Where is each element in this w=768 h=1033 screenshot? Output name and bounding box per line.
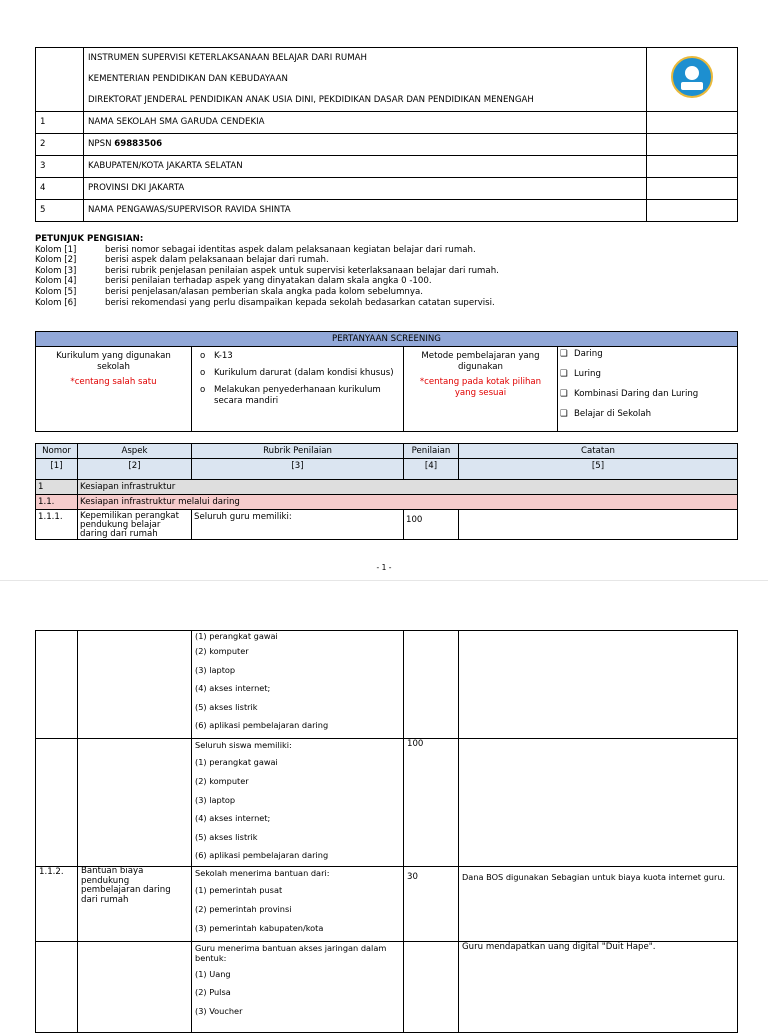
tut-wuri-handayani-logo-icon	[671, 56, 713, 98]
table-row: 1.1.2. Bantuan biaya pendukung pembelajaran daring dari rumah Sekolah menerima bantuan dari: (1) pemerintah pusat (2) pemerintah provinsi (3) pemerintah kabupaten/kota 30 Dana BOS digunakan Sebagian untuk biaya kuota internet guru.	[36, 867, 738, 941]
kurikulum-note: *centang salah satu	[70, 377, 157, 387]
assessment-table-continued	[35, 630, 738, 1033]
checkbox-icon: ❑	[560, 349, 568, 359]
bullet-icon: o	[200, 351, 206, 361]
table-header-number-row: [1] [2] [3] [4] [5]	[36, 459, 738, 480]
header-row-city	[36, 156, 738, 178]
kurikulum-label: Kurikulum yang digunakan sekolah	[56, 351, 171, 372]
subsection-row: 1.1. Kesiapan infrastruktur melalui daring	[36, 495, 738, 510]
province-name: PROVINSI DKI JAKARTA	[84, 178, 647, 200]
metode-checkbox-luring[interactable]: ❑ Luring	[560, 369, 601, 379]
siswa-items: Seluruh siswa memiliki: (1) perangkat gawai (2) komputer (3) laptop (4) akses internet; (5) akses listrik (6) aplikasi pembelajaran daring	[192, 739, 404, 867]
metode-label: Metode pembelajaran yang digunakan	[421, 351, 540, 372]
table-row: 1.1.1. Kepemilikan perangkat pendukung belajar daring dari rumah Seluruh guru memiliki: 100	[36, 510, 738, 540]
bullet-icon: o	[200, 368, 206, 378]
instruction-line: Kolom [5] berisi penjelasan/alasan pemberian skala angka pada kolom sebelumnya.	[35, 286, 423, 297]
document-page-2	[0, 580, 768, 1024]
metode-checkbox-daring[interactable]: ❑ Daring	[560, 349, 603, 359]
checkbox-icon: ❑	[560, 409, 568, 419]
instruction-line: Kolom [3] berisi rubrik penjelasan penilaian aspek untuk supervisi keterlaksanaan belajar dari rumah.	[35, 265, 499, 276]
akses-items: Guru menerima bantuan akses jaringan dalam bentuk: (1) Uang (2) Pulsa (3) Voucher	[192, 941, 404, 1032]
screening-title: PERTANYAAN SCREENING	[36, 332, 738, 347]
guru-items: (1) perangkat gawai (2) komputer (3) laptop (4) akses internet; (5) akses listrik (6) aplikasi pembelajaran daring	[192, 631, 404, 739]
kurikulum-options	[192, 347, 404, 432]
assessment-table	[35, 443, 738, 540]
header-row-province	[36, 178, 738, 200]
checkbox-icon: ❑	[560, 369, 568, 379]
bantuan-items: Sekolah menerima bantuan dari: (1) pemerintah pusat (2) pemerintah provinsi (3) pemerintah kabupaten/kota	[192, 867, 404, 941]
instruction-line: Kolom [4] berisi penilaian terhadap aspek yang dinyatakan dalam skala angka 0 -100.	[35, 276, 432, 287]
kurikulum-option[interactable]: o K-13	[200, 351, 233, 361]
metode-checkbox-kombinasi[interactable]: ❑ Kombinasi Daring dan Luring	[560, 389, 699, 399]
metode-note: *centang pada kotak pilihan yang sesuai	[419, 377, 542, 398]
instruction-line: Kolom [2] berisi aspek dalam pelaksanaan belajar dari rumah.	[35, 255, 329, 266]
page-divider	[0, 580, 768, 581]
row-number: 3	[36, 156, 84, 178]
npsn-value: 69883506	[114, 139, 163, 149]
school-name: NAMA SEKOLAH SMA GARUDA CENDEKIA	[84, 112, 647, 134]
instruction-line: Kolom [1] berisi nomor sebagai identitas aspek dalam pelaksanaan kegiatan belajar dari rumah.	[35, 244, 476, 255]
row-number: 4	[36, 178, 84, 200]
row-number: 5	[36, 200, 84, 222]
kurikulum-option[interactable]: o Melakukan penyederhanaan kurikulum secara mandiri	[200, 385, 381, 406]
row-number: 1	[36, 112, 84, 134]
instructions	[35, 234, 737, 308]
screening-table	[35, 331, 738, 432]
header-row-supervisor	[36, 200, 738, 222]
metode-options	[558, 347, 738, 432]
page-number: - 1 -	[376, 563, 392, 572]
header-row-npsn	[36, 134, 738, 156]
table-row: Seluruh siswa memiliki: (1) perangkat gawai (2) komputer (3) laptop (4) akses internet; (5) akses listrik (6) aplikasi pembelajaran daring 100	[36, 739, 738, 867]
instructions-title: PETUNJUK PENGISIAN:	[35, 234, 144, 244]
city-name: KABUPATEN/KOTA JAKARTA SELATAN	[84, 156, 647, 178]
header-title-block	[84, 48, 647, 112]
npsn-label: NPSN	[88, 139, 115, 149]
supervisor-name: NAMA PENGAWAS/SUPERVISOR RAVIDA SHINTA	[84, 200, 647, 222]
table-header-row: Nomor Aspek Rubrik Penilaian Penilaian Catatan	[36, 444, 738, 459]
metode-checkbox-sekolah[interactable]: ❑ Belajar di Sekolah	[560, 409, 652, 419]
header-title-line: INSTRUMEN SUPERVISI KETERLAKSANAAN BELAJAR DARI RUMAH	[88, 53, 367, 63]
table-row: Guru menerima bantuan akses jaringan dalam bentuk: (1) Uang (2) Pulsa (3) Voucher Guru mendapatkan uang digital "Duit Hape".	[36, 941, 738, 1032]
table-row	[36, 631, 738, 739]
row-number: 2	[36, 134, 84, 156]
header-directorate-line: DIREKTORAT JENDERAL PENDIDIKAN ANAK USIA DINI, PEKDIDIKAN DASAR DAN PENDIDIKAN MENENGAH	[88, 95, 534, 105]
header-table	[35, 47, 738, 222]
section-row: 1 Kesiapan infrastruktur	[36, 480, 738, 495]
instruction-line: Kolom [6] berisi rekomendasi yang perlu disampaikan kepada sekolah bedasarkan catatan supervisi.	[35, 297, 495, 308]
header-ministry-line: KEMENTERIAN PENDIDIKAN DAN KEBUDAYAAN	[88, 74, 288, 84]
kurikulum-option[interactable]: o Kurikulum darurat (dalam kondisi khusus)	[200, 368, 394, 378]
bullet-icon: o	[200, 385, 206, 395]
header-row-school	[36, 112, 738, 134]
checkbox-icon: ❑	[560, 389, 568, 399]
